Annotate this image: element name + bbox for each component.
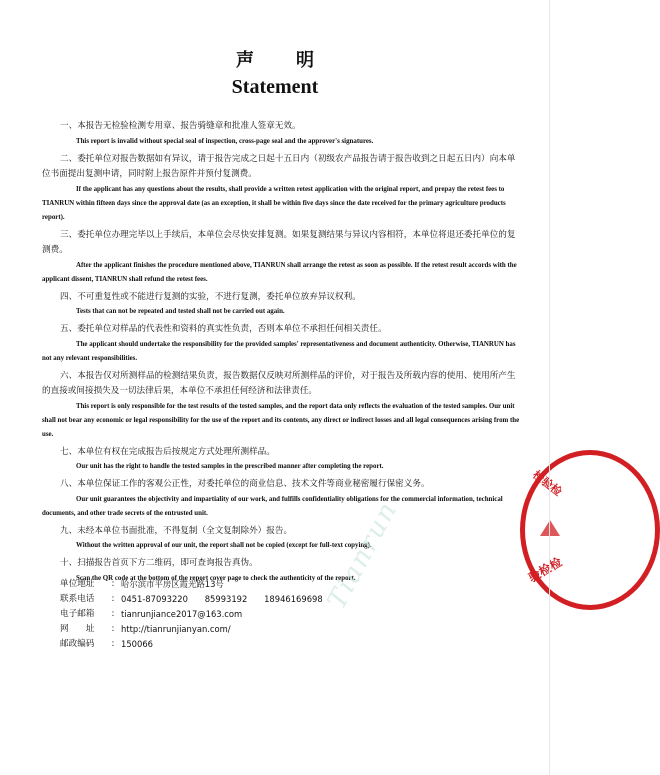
clause-7-cn: 七、本单位有权在完成报告后按规定方式处理所测样品。: [60, 446, 275, 457]
clause-9-en: Without the written approval of our unit, the report shall not be copied (except for full-text copying).: [76, 542, 372, 549]
email-label: 电子邮箱: [60, 609, 95, 619]
email-value[interactable]: tianrunjiance2017@163.com: [121, 609, 243, 619]
seal-star-icon: [540, 520, 560, 536]
red-seal-stamp: [520, 450, 660, 610]
address-label: 单位地址: [60, 579, 95, 589]
email-separator: :: [111, 609, 115, 619]
page-title-en: Statement: [231, 76, 319, 98]
clause-4-cn: 四、不可重复性或不能进行复测的实验，不进行复测，委托单位放弃异议权利。: [60, 291, 361, 302]
postcode-label: 邮政编码: [60, 639, 95, 649]
phone-separator: :: [111, 594, 115, 604]
seal-text-bottom: 验检检: [526, 554, 565, 585]
clause-5-en: The applicant should undertake the responsibility for the provided samples' representativeness and document authenticity. Otherwise, TIANRUN has not any relevant responsibilities.: [42, 340, 516, 362]
clause-6-cn: 六、本报告仅对所测样品的检测结果负责，报告数据仅反映对所测样品的评价，对于报告及所载内容的使用、使用所产生的直接或间接损失及一切法律后果，本单位不承担任何经济和法律责任。: [42, 370, 516, 396]
email-row: [60, 607, 360, 622]
postcode-row: [60, 637, 360, 652]
clause-5-cn: 五、委托单位对样品的代表性和资料的真实性负责，否则本单位不承担任何相关责任。: [60, 324, 387, 334]
page-title-cn: 声明: [236, 50, 356, 71]
clause-10-en: Scan the QR code at the bottom of the report cover page to check the authenticity of the report.: [76, 574, 356, 582]
clause-2-en: If the applicant has any questions about the results, shall provide a written retest application with the original report, and prepay the retest fees to TIANRUN within fifteen days since the approval date (as an exception, it shall be within five days since the date received for the primary agriculture products report).: [42, 185, 506, 221]
website-row: [60, 622, 360, 637]
postcode-separator: :: [111, 639, 115, 649]
clause-3-cn: 三、委托单位办理完毕以上手续后，本单位会尽快安排复测。如果复测结果与异议内容相符，本单位将退还委托单位的复测费。: [42, 229, 516, 255]
clause-7-en: Our unit has the right to handle the tested samples in the prescribed manner after completing the report.: [76, 463, 384, 470]
contact-info: [60, 577, 360, 652]
clause-3-en: After the applicant finishes the procedure mentioned above, TIANRUN shall arrange the retest as soon as possible. If the retest result accords with the applicant dissent, TIANRUN shall refund the retest fees.: [42, 261, 517, 283]
website-value[interactable]: http://tianrunjianyan.com/: [121, 624, 231, 634]
seal-text-top: 检验检: [530, 468, 565, 499]
phone-label: 联系电话: [60, 594, 95, 604]
clause-1-en: This report is invalid without special seal of inspection, cross-page seal and the approver's signatures.: [76, 137, 374, 145]
clause-4-en: Tests that can not be repeated and tested shall not be carried out again.: [76, 308, 285, 315]
clause-2-cn: 二、委托单位对报告数据如有异议，请于报告完成之日起十五日内（初级农产品报告请于报告收到之日起五日内）向本单位书面提出复测申请，同时附上报告原件并预付复测费。: [42, 153, 516, 179]
clause-8-cn: 八、本单位保证工作的客观公正性，对委托单位的商业信息、技术文件等商业秘密履行保密义务。: [60, 479, 430, 489]
clause-6-en: This report is only responsible for the test results of the tested samples, and the report data only reflects the evaluation of the tested samples. Our unit shall not bear any economic or legal responsibility for the use of the report and its contents, any direct or indirect losses and all legal consequences arising from the use.: [42, 402, 520, 438]
watermark-text: Tianrun: [322, 495, 404, 615]
clause-9-cn: 九、未经本单位书面批准，不得复制（全文复制除外）报告。: [60, 525, 293, 536]
clause-1-cn: 一、本报告无检验检测专用章、报告骑缝章和批准人签章无效。: [60, 121, 301, 131]
phone-value: 0451-87093220 85993192 18946169698: [121, 594, 323, 604]
phone-row: [60, 592, 360, 607]
address-value: 哈尔滨市平房区霞光路13号: [121, 579, 224, 589]
postcode-value: 150066: [121, 639, 153, 649]
website-separator: :: [111, 624, 115, 634]
clause-10-cn: 十、扫描报告首页下方二维码，即可查询报告真伪。: [60, 558, 258, 568]
address-separator: :: [111, 579, 115, 589]
website-label: 网 址: [60, 624, 95, 634]
clause-8-en: Our unit guarantees the objectivity and impartiality of our work, and fulfills confidentiality obligations for the commercial information, technical documents, and other trade secrets of the entrusted unit.: [42, 495, 503, 517]
clauses-list: [42, 119, 520, 589]
address-row: [60, 577, 360, 592]
